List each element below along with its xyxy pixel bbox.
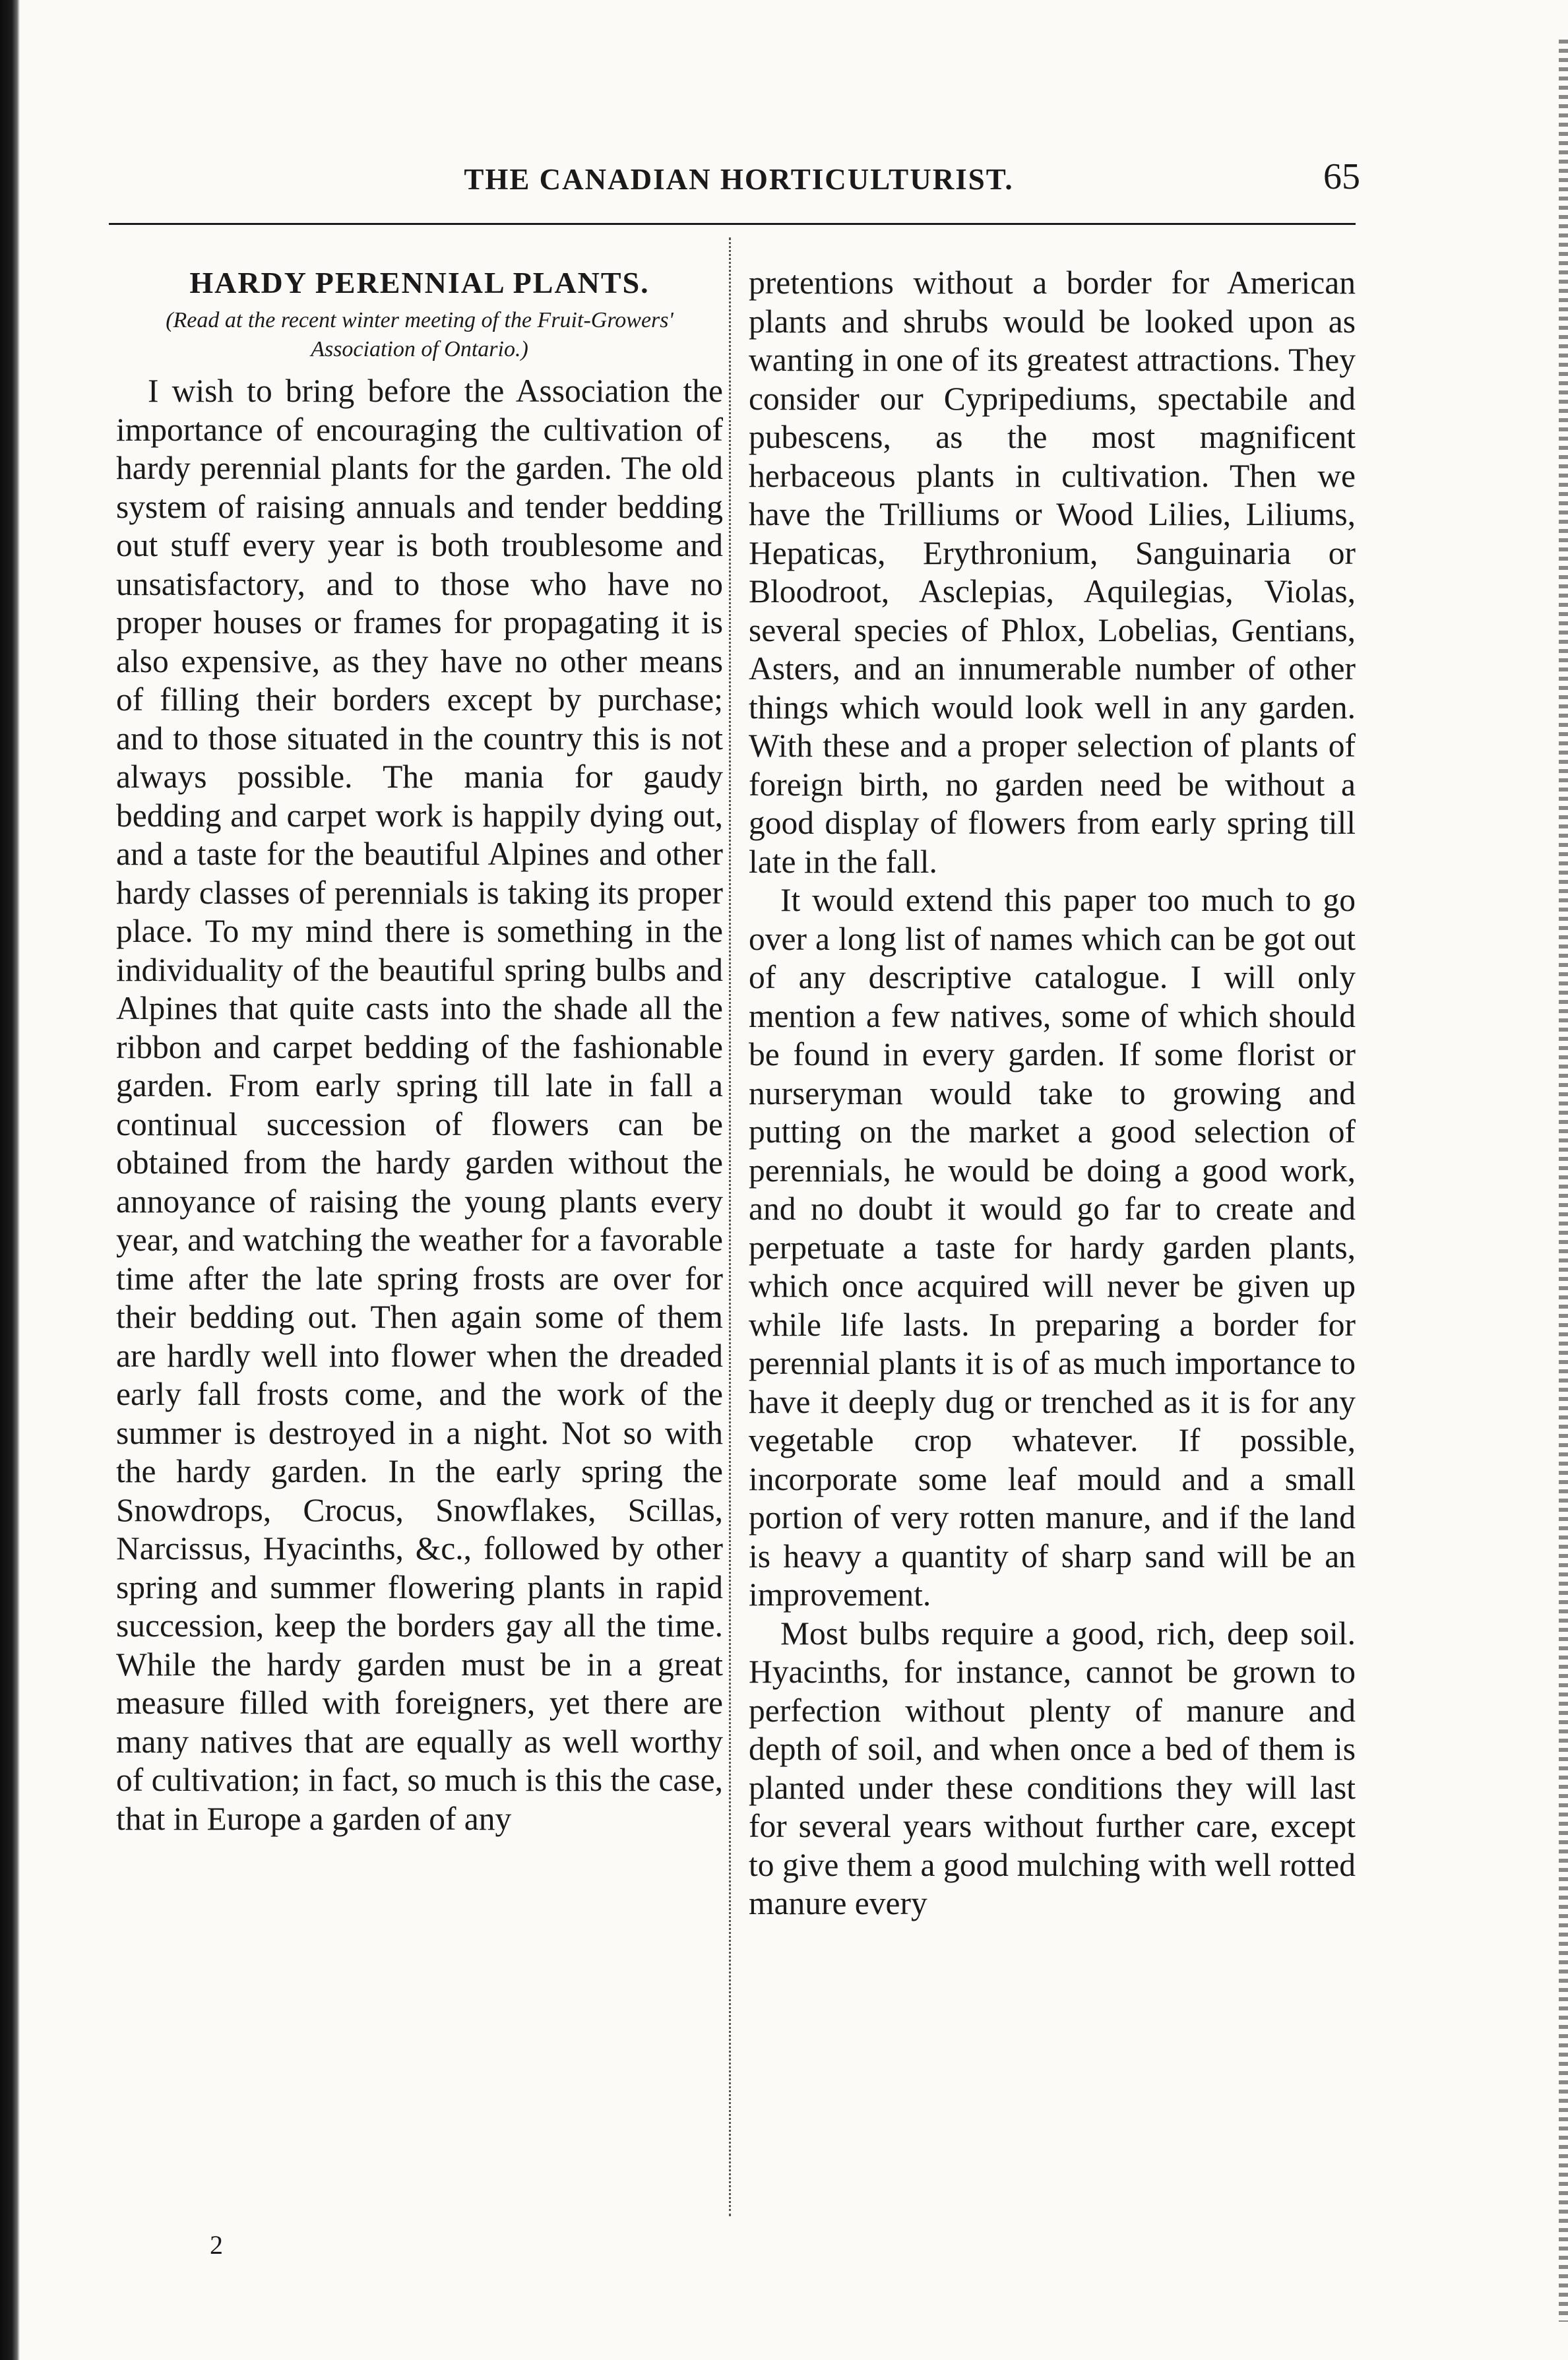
article-title: HARDY PERENNIAL PLANTS. [189,266,650,299]
signature-mark: 2 [210,2230,223,2260]
paragraph: pretentions without a border for American plants and shrubs would be looked upon as wanting in one of its greatest attractions. They consider our Cypripediums, spectabile and pubescens, as the most magnificent herbaceous plants in cultivation. Then we have the Trilliums or Wood Lilies, Liliums, Hepaticas, Erythronium, Sanguinaria or Bloodroot, Asclepias, Aquilegias, Violas, several species of Phlox, Lobelias, Gentians, Asters, and an innumerable number of other things which would look well in any garden. With these and a proper selection of plants of foreign birth, no garden need be without a good display of flowers from early spring till late in the fall. [749,264,1356,880]
paragraph: It would extend this paper too much to go over a long list of names which can be got out of any descriptive catalogue. I will only mention a few natives, some of which should be found in every garden. If some florist or nurseryman would take to growing and putting on the market a good selection of perennials, he would be doing a good work, and no doubt it would go far to create and perpetuate a taste for hardy garden plants, which once acquired will never be given up while life lasts. In preparing a border for perennial plants it is of as much importance to have it deeply dug or trenched as it is for any vegetable crop whatever. If possible, incorporate some leaf mould and a small portion of very rotten manure, and if the land is heavy a quantity of sharp sand will be an improvement. [749,882,1356,1613]
article-note: (Read at the recent winter meeting of the Fruit-Growers' Association of Ontario.) [166,308,674,361]
left-column [116,264,723,1838]
header-rule [109,223,1356,225]
running-head [112,156,1365,198]
scan-edge-right [1559,40,1568,2322]
right-column [749,264,1356,1923]
page-number: 65 [1323,156,1360,197]
column-divider [729,237,731,2216]
scan-edge-left [0,0,20,2360]
paragraph: Most bulbs require a good, rich, deep soil. Hyacinths, for instance, cannot be grown to perfection without plenty of manure and depth of soil, and when once a bed of them is planted under these conditions they will last for several years without further care, except to give them a good mulching with well rotted manure every [749,1615,1356,1921]
paragraph: I wish to bring before the Association the importance of encouraging the cultivation of hardy perennial plants for the garden. The old system of raising annuals and tender bedding out stuff every year is both troublesome and unsatisfactory, and to those who have no proper houses or frames for propagating it is also expensive, as they have no other means of filling their borders except by purchase; and to those situated in the country this is not always possible. The mania for gaudy bedding and carpet work is happily dying out, and a taste for the beautiful Alpines and other hardy classes of perennials is taking its proper place. To my mind there is something in the individuality of the beautiful spring bulbs and Alpines that quite casts into the shade all the ribbon and carpet bedding of the fashionable garden. From early spring till late in fall a continual succession of flowers can be obtained from the hardy garden without the annoyance of raising the young plants every year, and watching the weather for a favorable time after the late spring frosts are over for their bedding out. Then again some of them are hardly well into flower when the dreaded early fall frosts come, and the work of the summer is destroyed in a night. Not so with the hardy garden. In the early spring the Snowdrops, Crocus, Snowflakes, Scillas, Narcissus, Hyacinths, &c., followed by other spring and summer flowering plants in rapid succession, keep the borders gay all the time. While the hardy garden must be in a great measure filled with foreigners, yet there are many natives that are equally as well worthy of cultivation; in fact, so much is this the case, that in Europe a garden of any [116,373,723,1837]
running-title: THE CANADIAN HORTICULTURIST. [464,163,1014,196]
